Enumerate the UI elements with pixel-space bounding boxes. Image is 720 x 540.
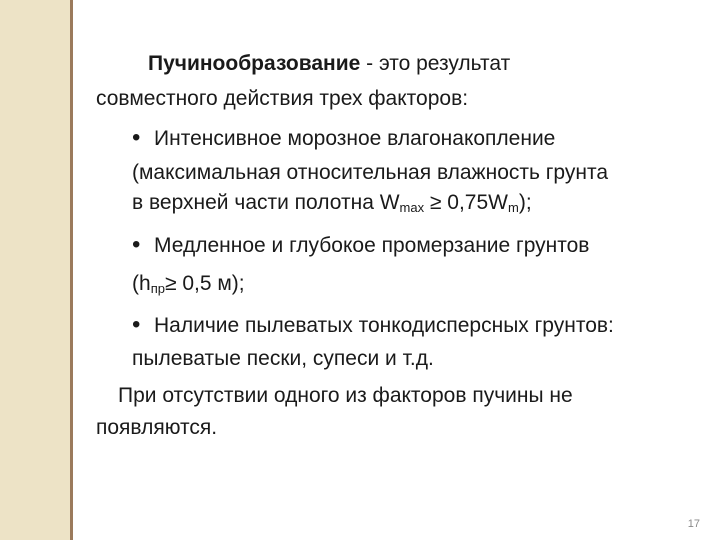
bullet-3-glyph: • bbox=[132, 311, 141, 338]
subscript-pr: пр bbox=[150, 281, 165, 296]
bullet-1-line-2: (максимальная относительная влажность грунта bbox=[132, 161, 609, 184]
bullet-1-glyph: • bbox=[132, 124, 141, 151]
bullet-1-line-3-c: ); bbox=[518, 191, 532, 214]
conclusion-line-1: При отсутствии одного из факторов пучины не bbox=[118, 384, 573, 407]
bullet-3-text: Наличие пылеватых тонкодисперсных грунтов: bbox=[154, 314, 614, 337]
bullet-2-text: Медленное и глубокое промерзание грунтов bbox=[154, 234, 590, 257]
bullet-1-line-3-a: в верхней части полотна W bbox=[132, 191, 400, 214]
bullet-2-line-1 bbox=[132, 227, 589, 264]
bullet-3-line-2: пылеватые пески, супеси и т.д. bbox=[132, 347, 434, 370]
conclusion-line-2: появляются. bbox=[96, 416, 218, 439]
bullet-1-line-1 bbox=[132, 120, 555, 157]
left-divider-rule bbox=[70, 0, 73, 540]
left-decorative-band bbox=[0, 0, 70, 540]
slide-content bbox=[96, 0, 706, 540]
intro-rest: - это результат bbox=[360, 52, 511, 75]
bullet-2-line-2 bbox=[132, 266, 245, 302]
bullet-1-text: Интенсивное морозное влагонакопление bbox=[154, 127, 556, 150]
bullet-2-line-2-a: (h bbox=[132, 272, 151, 295]
subscript-m: m bbox=[507, 200, 519, 215]
intro-term: Пучинообразование bbox=[148, 52, 361, 75]
subscript-max: max bbox=[399, 200, 425, 215]
bullet-2-line-2-b: ≥ 0,5 м); bbox=[164, 272, 245, 295]
bullet-3-line-1 bbox=[132, 307, 614, 344]
bullet-1-line-3 bbox=[132, 185, 532, 221]
bullet-1-line-3-b: ≥ 0,75W bbox=[424, 191, 508, 214]
intro-line-2: совместного действия трех факторов: bbox=[96, 87, 469, 110]
slide-page-number: 17 bbox=[687, 518, 700, 530]
bullet-2-glyph: • bbox=[132, 231, 141, 258]
intro-line-1 bbox=[148, 46, 510, 82]
